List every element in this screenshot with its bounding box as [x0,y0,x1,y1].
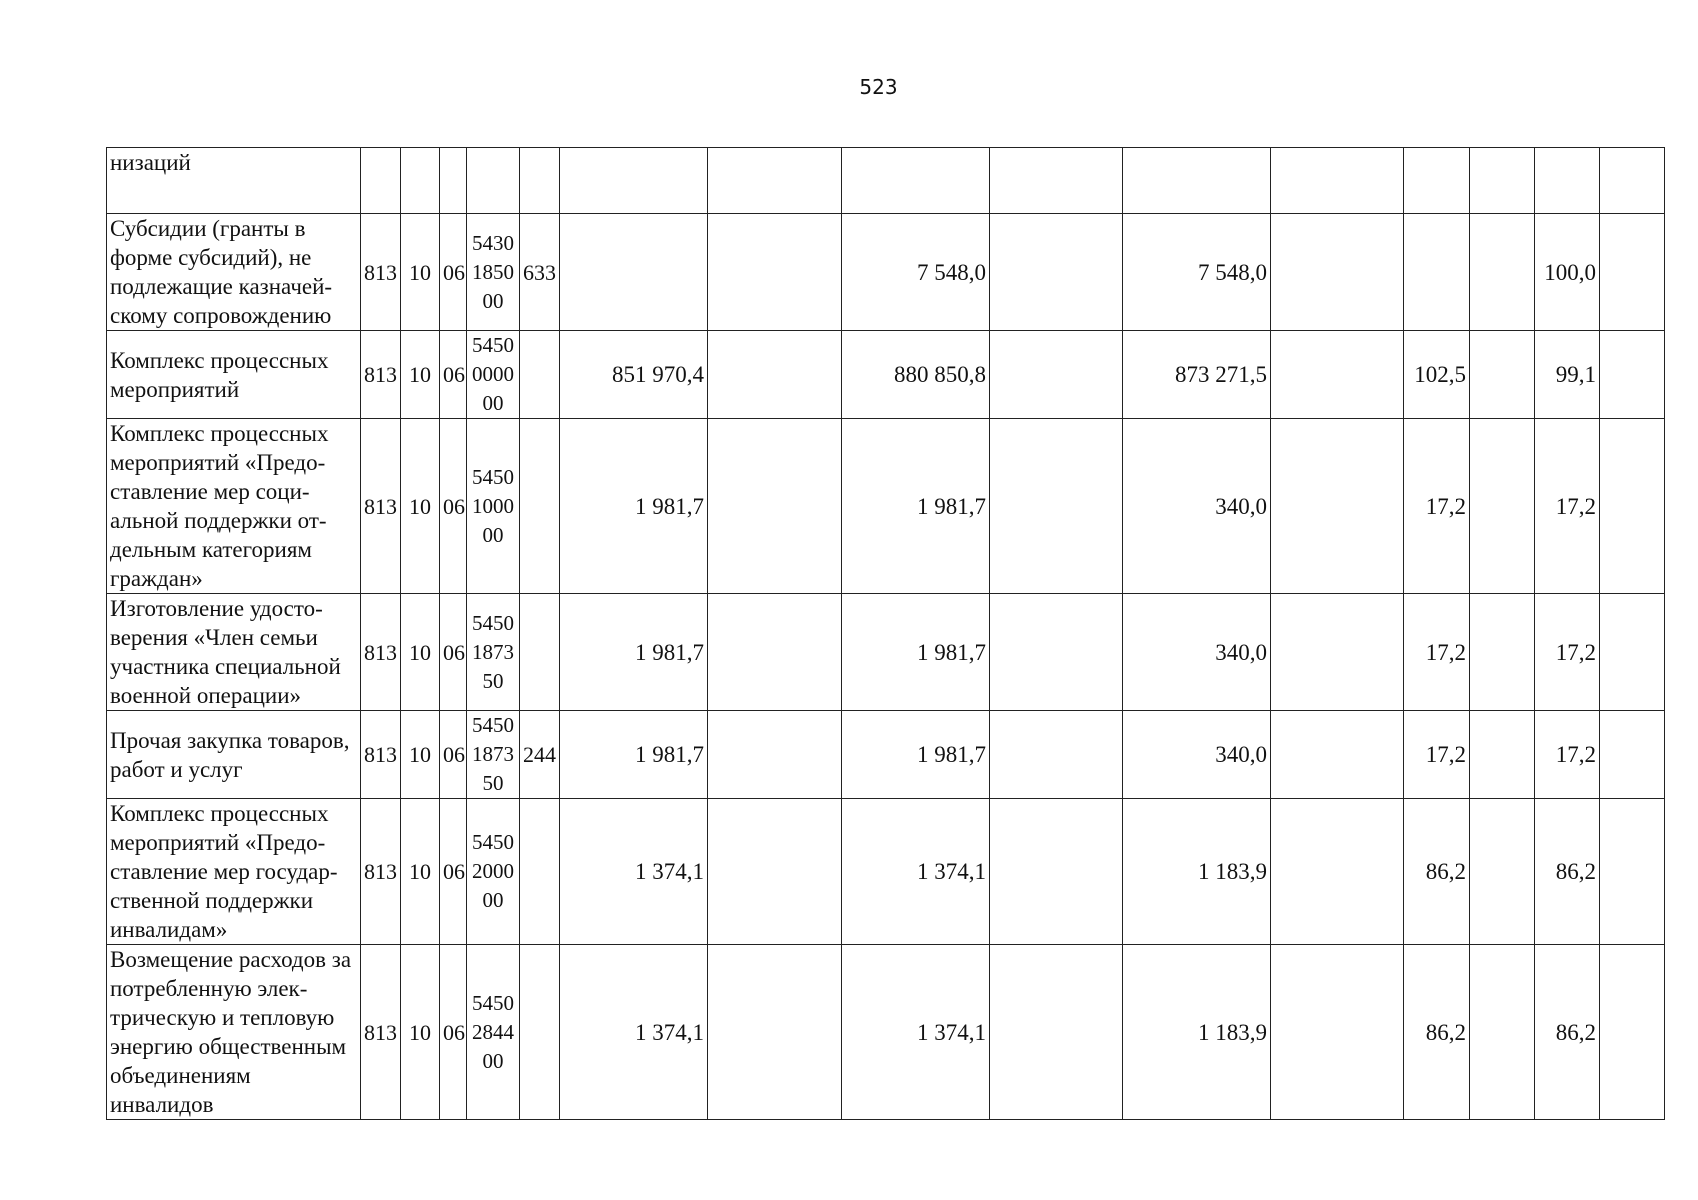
amount-cell-col11: 873 271,5 [1123,331,1271,419]
amount-cell-col7: 1 981,7 [560,419,708,594]
target-article-code-line: 1873 [472,639,514,664]
amount-cell-col7: 1 981,7 [560,594,708,711]
grbs-code-cell: 813 [361,945,401,1120]
grbs-code-cell: 813 [361,594,401,711]
podrazdel-code-cell: 06 [440,945,467,1120]
table-row [107,711,1665,799]
table-row [107,419,1665,594]
amount-cell-col13 [1404,214,1470,331]
razdel-code-cell: 10 [401,214,440,331]
amount-cell-col9: 1 981,7 [842,711,990,799]
target-article-code-line: 1000 [472,493,514,518]
page-number: 523 [859,75,898,99]
amount-cell-col16 [1600,594,1665,711]
target-article-code-line: 5450 [472,713,514,737]
grbs-code-cell: 813 [361,214,401,331]
amount-cell-col10 [990,799,1123,945]
podrazdel-code-cell: 06 [440,331,467,419]
target-article-code-line: 1850 [472,259,514,284]
budget-table [106,147,1665,1120]
expense-type-code-cell [520,419,560,594]
target-article-code-cell [467,331,520,419]
row-name-cell: Субсидии (гранты в форме субсидий), не подлежащие казначейскому сопровождению [107,214,361,331]
amount-cell-col9: 1 981,7 [842,594,990,711]
podrazdel-code-cell: 06 [440,419,467,594]
target-article-code-line: 5430 [472,230,514,255]
amount-cell-col11: 1 183,9 [1123,945,1271,1120]
target-article-code-line: 50 [482,668,504,693]
amount-cell-col7: 1 374,1 [560,945,708,1120]
target-article-code-line: 00 [482,522,504,547]
amount-cell-col8 [708,148,842,214]
amount-cell-col15: 100,0 [1535,214,1600,331]
amount-cell-col8 [708,799,842,945]
amount-cell-col8 [708,711,842,799]
razdel-code-cell: 10 [401,594,440,711]
row-name-cell: Возмещение расходов за потребленную электрическую и тепловую энергию общественным объединениям инвалидов [107,945,361,1120]
amount-cell-col15: 86,2 [1535,799,1600,945]
razdel-code-cell: 10 [401,945,440,1120]
amount-cell-col13 [1404,148,1470,214]
grbs-code-cell: 813 [361,799,401,945]
amount-cell-col11 [1123,148,1271,214]
target-article-code-line: 5450 [472,610,514,635]
amount-cell-col10 [990,331,1123,419]
grbs-code-cell [361,148,401,214]
target-article-code-cell [467,419,520,594]
target-article-code-cell [467,711,520,799]
amount-cell-col11: 1 183,9 [1123,799,1271,945]
row-name-cell: Прочая закупка товаров, работ и услуг [107,711,361,799]
table-row [107,148,1665,214]
amount-cell-col11: 7 548,0 [1123,214,1271,331]
amount-cell-col12 [1271,799,1404,945]
table-row [107,799,1665,945]
amount-cell-col11: 340,0 [1123,419,1271,594]
amount-cell-col14 [1470,594,1535,711]
grbs-code-cell: 813 [361,711,401,799]
amount-cell-col8 [708,945,842,1120]
expense-type-code-cell [520,799,560,945]
amount-cell-col16 [1600,419,1665,594]
podrazdel-code-cell [440,148,467,214]
podrazdel-code-cell: 06 [440,711,467,799]
amount-cell-col14 [1470,419,1535,594]
amount-cell-col9 [842,148,990,214]
amount-cell-col10 [990,419,1123,594]
amount-cell-col16 [1600,799,1665,945]
target-article-code-line: 2844 [472,1019,514,1044]
amount-cell-col14 [1470,331,1535,419]
target-article-code-line: 5450 [472,990,514,1015]
target-article-code-line: 5450 [472,333,514,357]
amount-cell-col14 [1470,799,1535,945]
amount-cell-col15: 99,1 [1535,331,1600,419]
razdel-code-cell: 10 [401,419,440,594]
amount-cell-col13: 102,5 [1404,331,1470,419]
row-name-cell: Комплекс процессных мероприятий «Предоставление мер государственной поддержки инвалидам» [107,799,361,945]
table-row [107,594,1665,711]
amount-cell-col12 [1271,419,1404,594]
target-article-code-line: 5450 [472,830,514,854]
amount-cell-col15 [1535,148,1600,214]
amount-cell-col8 [708,331,842,419]
table-row [107,214,1665,331]
target-article-code-cell [467,799,520,945]
amount-cell-col12 [1271,945,1404,1120]
amount-cell-col12 [1271,148,1404,214]
target-article-code-cell [467,945,520,1120]
target-article-code-cell [467,148,520,214]
target-article-code-cell [467,594,520,711]
amount-cell-col13: 86,2 [1404,799,1470,945]
amount-cell-col8 [708,594,842,711]
target-article-code-line: 00 [482,1048,504,1073]
table-row [107,945,1665,1120]
amount-cell-col15: 17,2 [1535,594,1600,711]
amount-cell-col14 [1470,148,1535,214]
amount-cell-col8 [708,214,842,331]
amount-cell-col13: 17,2 [1404,419,1470,594]
amount-cell-col12 [1271,594,1404,711]
razdel-code-cell [401,148,440,214]
amount-cell-col10 [990,148,1123,214]
amount-cell-col12 [1271,331,1404,419]
amount-cell-col10 [990,214,1123,331]
amount-cell-col16 [1600,945,1665,1120]
expense-type-code-cell: 633 [520,214,560,331]
target-article-code-line: 2000 [472,859,514,883]
grbs-code-cell: 813 [361,331,401,419]
amount-cell-col13: 17,2 [1404,594,1470,711]
amount-cell-col11: 340,0 [1123,594,1271,711]
row-name-cell: низаций [107,148,361,214]
target-article-code-line: 00 [482,391,504,415]
amount-cell-col7 [560,214,708,331]
razdel-code-cell: 10 [401,799,440,945]
amount-cell-col15: 17,2 [1535,711,1600,799]
amount-cell-col7: 851 970,4 [560,331,708,419]
amount-cell-col16 [1600,214,1665,331]
amount-cell-col7: 1 981,7 [560,711,708,799]
amount-cell-col7: 1 374,1 [560,799,708,945]
amount-cell-col10 [990,594,1123,711]
expense-type-code-cell: 244 [520,711,560,799]
amount-cell-col12 [1271,711,1404,799]
amount-cell-col9: 1 374,1 [842,799,990,945]
amount-cell-col14 [1470,945,1535,1120]
target-article-code-line: 00 [482,288,504,313]
amount-cell-col9: 7 548,0 [842,214,990,331]
amount-cell-col9: 880 850,8 [842,331,990,419]
razdel-code-cell: 10 [401,711,440,799]
amount-cell-col8 [708,419,842,594]
expense-type-code-cell [520,594,560,711]
amount-cell-col15: 17,2 [1535,419,1600,594]
table-body [107,148,1665,1120]
amount-cell-col10 [990,945,1123,1120]
amount-cell-col16 [1600,148,1665,214]
amount-cell-col14 [1470,711,1535,799]
row-name-cell: Комплекс процессных мероприятий [107,331,361,419]
expense-type-code-cell [520,148,560,214]
target-article-code-line: 5450 [472,464,514,489]
podrazdel-code-cell: 06 [440,214,467,331]
target-article-code-line: 50 [482,771,504,795]
amount-cell-col16 [1600,711,1665,799]
row-name-cell: Комплекс процессных мероприятий «Предоставление мер социальной поддержки отдельным категориям граждан» [107,419,361,594]
target-article-code-cell [467,214,520,331]
target-article-code-line: 1873 [472,742,514,766]
target-article-code-line: 0000 [472,362,514,386]
amount-cell-col13: 17,2 [1404,711,1470,799]
amount-cell-col10 [990,711,1123,799]
podrazdel-code-cell: 06 [440,799,467,945]
grbs-code-cell: 813 [361,419,401,594]
amount-cell-col14 [1470,214,1535,331]
row-name-cell: Изготовление удостоверения «Член семьи участника специальной военной операции» [107,594,361,711]
target-article-code-line: 00 [482,888,504,912]
expense-type-code-cell [520,945,560,1120]
amount-cell-col12 [1271,214,1404,331]
amount-cell-col16 [1600,331,1665,419]
razdel-code-cell: 10 [401,331,440,419]
amount-cell-col11: 340,0 [1123,711,1271,799]
amount-cell-col9: 1 981,7 [842,419,990,594]
podrazdel-code-cell: 06 [440,594,467,711]
expense-type-code-cell [520,331,560,419]
amount-cell-col15: 86,2 [1535,945,1600,1120]
table-row [107,331,1665,419]
amount-cell-col9: 1 374,1 [842,945,990,1120]
amount-cell-col7 [560,148,708,214]
amount-cell-col13: 86,2 [1404,945,1470,1120]
